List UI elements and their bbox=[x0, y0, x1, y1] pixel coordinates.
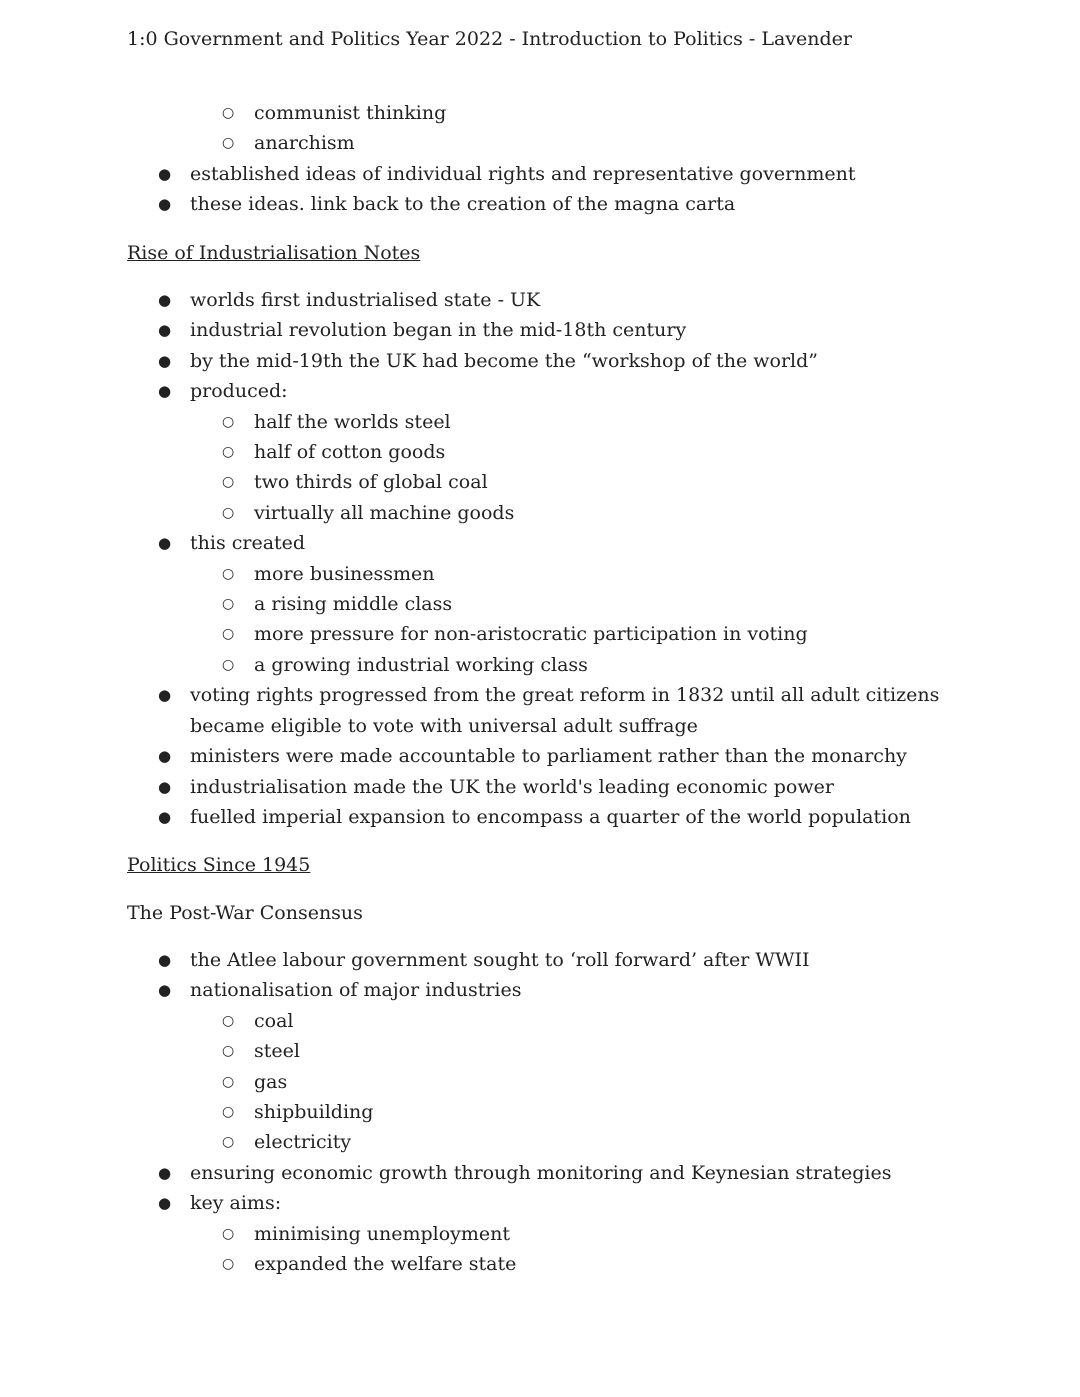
bullet-icon: ● bbox=[158, 1163, 172, 1182]
hollow-bullet-icon: ○ bbox=[222, 1225, 235, 1242]
hollow-bullet-icon: ○ bbox=[222, 444, 235, 461]
hollow-bullet-icon: ○ bbox=[222, 413, 235, 430]
list-item: ○ coal bbox=[0, 1006, 1080, 1036]
since-1945-list bbox=[0, 945, 1080, 1279]
list-item: ○ more pressure for non-aristocratic participation in voting bbox=[0, 619, 1080, 649]
hollow-bullet-icon: ○ bbox=[222, 626, 235, 643]
list-item: ○ two thirds of global coal bbox=[0, 467, 1080, 497]
list-item: ● ensuring economic growth through monitoring and Keynesian strategies bbox=[0, 1158, 1080, 1188]
industries-list bbox=[0, 1006, 1080, 1158]
hollow-bullet-icon: ○ bbox=[222, 474, 235, 491]
bullet-icon: ● bbox=[158, 382, 172, 401]
hollow-bullet-icon: ○ bbox=[222, 1256, 235, 1273]
hollow-bullet-icon: ○ bbox=[222, 596, 235, 613]
list-item: ● nationalisation of major industries bbox=[0, 975, 1080, 1005]
list-item: ○ half the worlds steel bbox=[0, 407, 1080, 437]
list-item: ● established ideas of individual rights and representative government bbox=[0, 159, 1080, 189]
bullet-icon: ● bbox=[158, 321, 172, 340]
list-item: ○ expanded the welfare state bbox=[0, 1249, 1080, 1279]
hollow-bullet-icon: ○ bbox=[222, 135, 235, 152]
list-item: ● key aims: bbox=[0, 1188, 1080, 1218]
bullet-icon: ● bbox=[158, 686, 172, 705]
list-item: ● by the mid-19th the UK had become the “workshop of the world” bbox=[0, 346, 1080, 376]
produced-list bbox=[0, 407, 1080, 529]
intro-sub-list bbox=[0, 98, 1080, 159]
bullet-icon: ● bbox=[158, 777, 172, 796]
bullet-icon: ● bbox=[158, 534, 172, 553]
subheading-post-war-consensus: The Post-War Consensus bbox=[127, 902, 363, 924]
list-item: ● produced: bbox=[0, 376, 1080, 406]
list-item: ● industrial revolution began in the mid-18th century bbox=[0, 315, 1080, 345]
hollow-bullet-icon: ○ bbox=[222, 1104, 235, 1121]
list-item: ○ gas bbox=[0, 1067, 1080, 1097]
hollow-bullet-icon: ○ bbox=[222, 1073, 235, 1090]
list-item: ○ a growing industrial working class bbox=[0, 650, 1080, 680]
list-item: ○ virtually all machine goods bbox=[0, 498, 1080, 528]
list-item: ○ anarchism bbox=[0, 128, 1080, 158]
page-header: 1:0 Government and Politics Year 2022 - Introduction to Politics - Lavender bbox=[127, 28, 852, 50]
bullet-icon: ● bbox=[158, 747, 172, 766]
list-item: ● ministers were made accountable to parliament rather than the monarchy bbox=[0, 741, 1080, 771]
section-heading-since-1945: Politics Since 1945 bbox=[127, 854, 311, 876]
bullet-icon: ● bbox=[158, 807, 172, 826]
hollow-bullet-icon: ○ bbox=[222, 1043, 235, 1060]
list-item: ● these ideas. link back to the creation of the magna carta bbox=[0, 189, 1080, 219]
bullet-icon: ● bbox=[158, 291, 172, 309]
intro-list bbox=[0, 159, 1080, 220]
list-item: ● industrialisation made the UK the world's leading economic power bbox=[0, 772, 1080, 802]
bullet-icon: ● bbox=[158, 351, 172, 370]
hollow-bullet-icon: ○ bbox=[222, 504, 235, 521]
list-item: ○ communist thinking bbox=[0, 98, 1080, 128]
list-item: ○ shipbuilding bbox=[0, 1097, 1080, 1127]
list-item: ○ steel bbox=[0, 1036, 1080, 1066]
section-heading-industrialisation: Rise of Industrialisation Notes bbox=[127, 242, 421, 264]
list-item: ○ more businessmen bbox=[0, 559, 1080, 589]
hollow-bullet-icon: ○ bbox=[222, 1012, 235, 1029]
aims-list bbox=[0, 1219, 1080, 1280]
industrialisation-list bbox=[0, 285, 1080, 832]
hollow-bullet-icon: ○ bbox=[222, 656, 235, 673]
list-item: ● this created bbox=[0, 528, 1080, 558]
list-item: ● the Atlee labour government sought to ‘roll forward’ after WWII bbox=[0, 945, 1080, 975]
created-list bbox=[0, 559, 1080, 681]
hollow-bullet-icon: ○ bbox=[222, 565, 235, 582]
list-item: ○ half of cotton goods bbox=[0, 437, 1080, 467]
list-item: ○ a rising middle class bbox=[0, 589, 1080, 619]
bullet-icon: ● bbox=[158, 195, 172, 214]
bullet-icon: ● bbox=[158, 165, 172, 183]
hollow-bullet-icon: ○ bbox=[222, 1134, 235, 1151]
list-item: ○ electricity bbox=[0, 1127, 1080, 1157]
hollow-bullet-icon: ○ bbox=[222, 105, 235, 121]
list-item: ● fuelled imperial expansion to encompass a quarter of the world population bbox=[0, 802, 1080, 832]
bullet-icon: ● bbox=[158, 1194, 172, 1213]
list-item: ● voting rights progressed from the great reform in 1832 until all adult citizens became eligible to vote with universal adult suffrage bbox=[0, 680, 1080, 741]
list-item: ● worlds first industrialised state - UK bbox=[0, 285, 1080, 315]
bullet-icon: ● bbox=[158, 981, 172, 1000]
bullet-icon: ● bbox=[158, 951, 172, 969]
list-item: ○ minimising unemployment bbox=[0, 1219, 1080, 1249]
